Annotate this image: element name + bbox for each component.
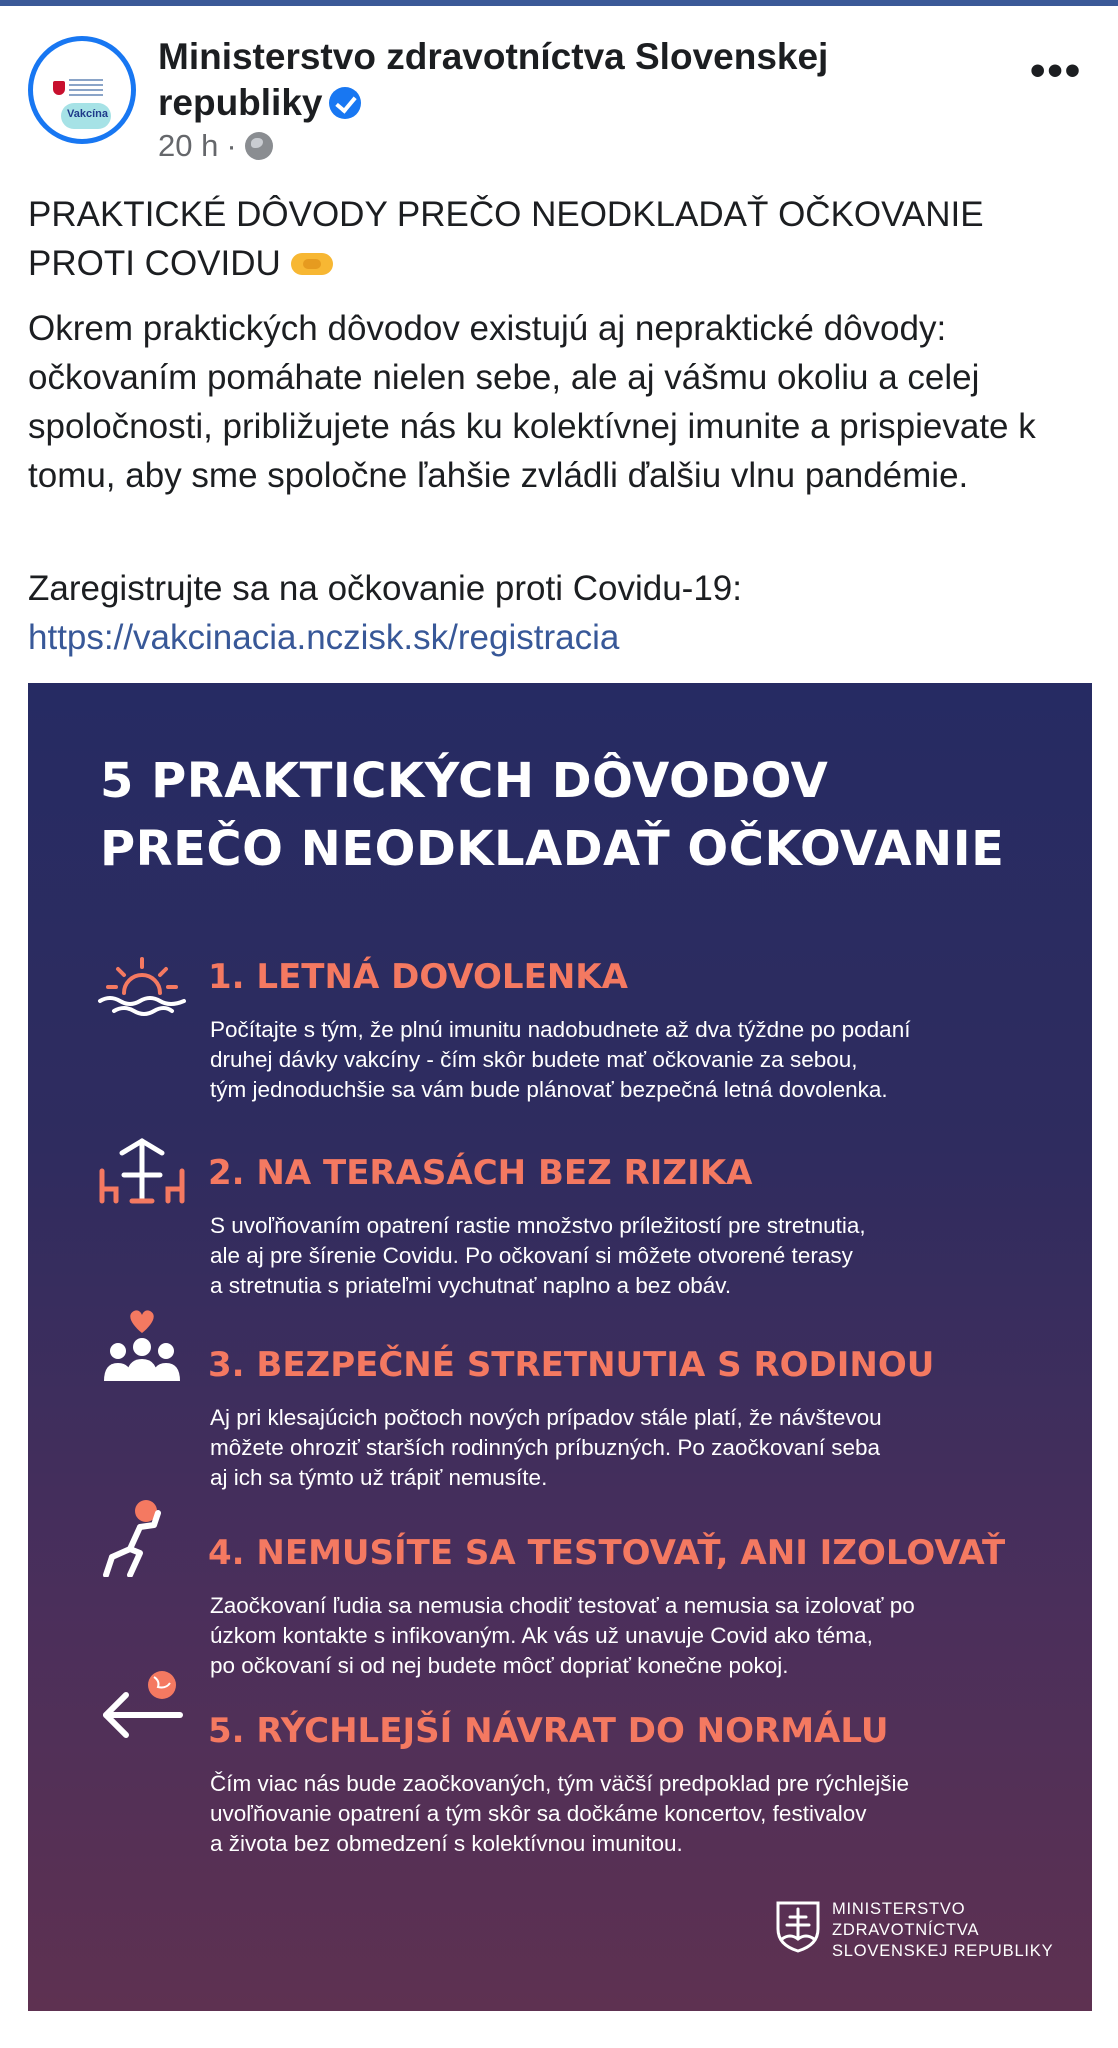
- post-title-line: [28, 190, 1098, 288]
- infographic-title: [100, 747, 1060, 883]
- family-heart-icon: [96, 1307, 188, 1387]
- vaccine-badge-label: Vakcína: [67, 108, 108, 120]
- reason-desc-line: druhej dávky vakcíny - čím skôr budete mať očkovanie za sebou,: [210, 1047, 858, 1072]
- terrace-table-icon: [96, 1131, 188, 1211]
- register-text: Zaregistrujte sa na očkovanie proti Covidu-19:: [28, 569, 742, 608]
- reason-desc-line: Počítajte s tým, že plnú imunitu nadobudnete až dva týždne po podaní: [210, 1017, 911, 1042]
- meta-separator: ·: [226, 128, 237, 163]
- slovak-coat-of-arms-icon: [776, 1901, 820, 1953]
- reason-heading-2: 2. NA TERASÁCH BEZ RIZIKA: [208, 1153, 753, 1193]
- reason-heading-5: 5. RÝCHLEJŠÍ NÁVRAT DO NORMÁLU: [208, 1711, 889, 1751]
- reason-heading-4: 4. NEMUSÍTE SA TESTOVAŤ, ANI IZOLOVAŤ: [208, 1533, 1006, 1573]
- reason-desc-line: úzkom kontakte s infikovaným. Ak vás už unavuje Covid ako téma,: [210, 1623, 873, 1648]
- reason-desc-line: po očkovaní si od nej budete môcť dopriať konečne pokoj.: [210, 1653, 789, 1678]
- globe-icon: [245, 132, 273, 160]
- post-title-text: PRAKTICKÉ DÔVODY PREČO NEODKLADAŤ OČKOVANIE PROTI COVIDU: [28, 195, 984, 283]
- infographic-title-line2: PREČO NEODKLADAŤ OČKOVANIE: [100, 821, 1005, 877]
- relaxing-person-icon: [96, 1497, 188, 1577]
- reason-desc-line: a života bez obmedzení s kolektívnou imunitou.: [210, 1831, 683, 1856]
- slovak-crest-icon: [53, 81, 65, 95]
- infographic-title-line1: 5 PRAKTICKÝCH DÔVODOV: [100, 753, 829, 809]
- reason-heading-1: 1. LETNÁ DOVOLENKA: [208, 957, 628, 997]
- reason-heading-3: 3. BEZPEČNÉ STRETNUTIA S RODINOU: [208, 1345, 935, 1385]
- post-author[interactable]: [158, 34, 958, 126]
- post-meta: [158, 128, 273, 164]
- reason-desc-line: Zaočkovaní ľudia sa nemusia chodiť testovať a nemusia sa izolovať po: [210, 1593, 915, 1618]
- register-link[interactable]: https://vakcinacia.nczisk.sk/registracia: [28, 618, 620, 657]
- reason-desc-line: aj ich sa týmto už trápiť nemusíte.: [210, 1465, 548, 1490]
- reason-desc-4: [210, 1591, 1060, 1681]
- top-accent-bar: [0, 0, 1118, 6]
- handshake-emoji-icon: [291, 249, 333, 277]
- return-arrow-globe-icon: [96, 1667, 188, 1747]
- ministry-text-lines: [69, 79, 103, 97]
- author-name[interactable]: Ministerstvo zdravotníctva Slovenskej republiky: [158, 36, 829, 123]
- reason-desc-3: [210, 1403, 1060, 1493]
- ministry-name-line: SLOVENSKEJ REPUBLIKY: [832, 1942, 1054, 1960]
- vaccine-badge: [61, 103, 111, 129]
- reason-desc-line: Aj pri klesajúcich počtoch nových prípadov stále platí, že návštevou: [210, 1405, 882, 1430]
- reason-desc-line: tým jednoduchšie sa vám bude plánovať bezpečná letná dovolenka.: [210, 1077, 888, 1102]
- reason-desc-line: S uvoľňovaním opatrení rastie množstvo príležitostí pre stretnutia,: [210, 1213, 866, 1238]
- reason-desc-line: ale aj pre šírenie Covidu. Po očkovaní si môžete otvorené terasy: [210, 1243, 853, 1268]
- avatar[interactable]: [28, 36, 136, 144]
- reason-desc-5: [210, 1769, 1060, 1859]
- ministry-logo: [776, 1899, 1066, 1969]
- post-register: [28, 564, 1098, 662]
- reason-desc-1: [210, 1015, 1060, 1105]
- post-time[interactable]: 20 h: [158, 128, 219, 163]
- ministry-name: [832, 1899, 1053, 1962]
- verified-badge-icon: [329, 87, 361, 119]
- reason-desc-line: Čím viac nás bude zaočkovaných, tým väčší predpoklad pre rýchlejšie: [210, 1771, 910, 1796]
- reason-desc-line: a stretnutia s priateľmi vychutnať naplno a bez obáv.: [210, 1273, 732, 1298]
- infographic-image[interactable]: [28, 683, 1092, 2011]
- sunset-icon: [96, 945, 188, 1025]
- reason-desc-line: uvoľňovanie opatrení a tým skôr sa dočkáme koncertov, festivalov: [210, 1801, 867, 1826]
- reason-desc-2: [210, 1211, 1060, 1301]
- more-options-button[interactable]: •••: [1030, 46, 1083, 95]
- reason-desc-line: môžete ohroziť starších rodinných príbuzných. Po zaočkovaní seba: [210, 1435, 881, 1460]
- ministry-name-line: MINISTERSTVO: [832, 1900, 966, 1918]
- post-body: Okrem praktických dôvodov existujú aj nepraktické dôvody: očkovaním pomáhate nielen sebe, ale aj vášmu okoliu a celej spoločnosti, približujete nás ku kolektívnej imunite a prispievate k tomu, aby sme spoločne ľahšie zvládli ďalšiu vlnu pandémie.: [28, 309, 1036, 495]
- ministry-name-line: ZDRAVOTNÍCTVA: [832, 1921, 980, 1939]
